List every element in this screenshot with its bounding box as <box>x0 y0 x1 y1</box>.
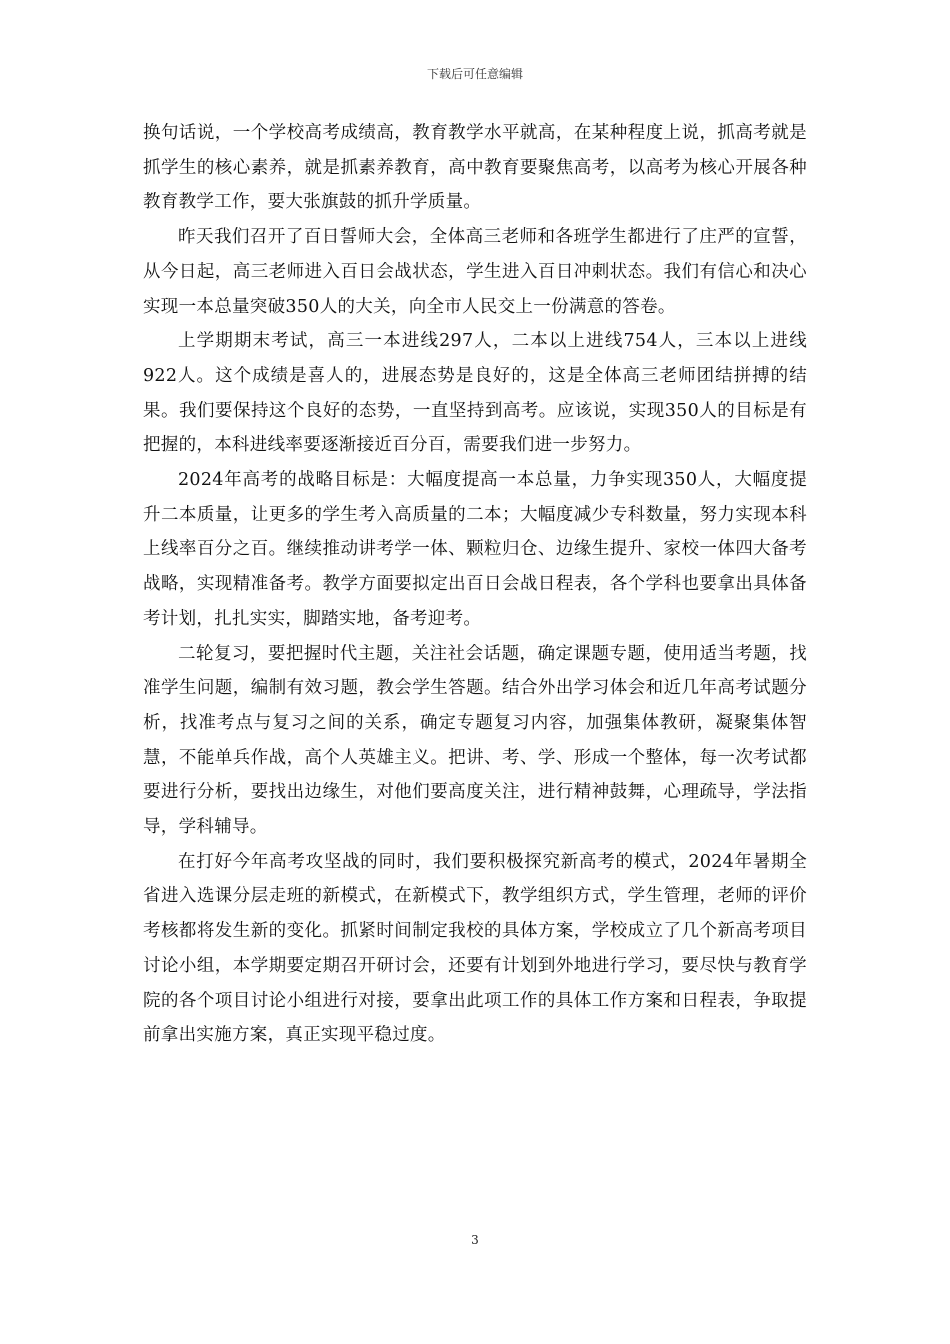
page-header-note: 下载后可任意编辑 <box>426 67 523 81</box>
paragraph-2: 昨天我们召开了百日誓师大会，全体高三老师和各班学生都进行了庄严的宣誓，从今日起，高三老师进入百日会战状态，学生进入百日冲刺状态。我们有信心和决心实现一本总量突破350人的大关，向全市人民交上一份满意的答卷。 <box>143 227 807 317</box>
paragraph-4: 2024年高考的战略目标是：大幅度提高一本总量，力争实现350人，大幅度提升二本质量，让更多的学生考入高质量的二本；大幅度减少专科数量，努力实现本科上线率百分之百。继续推动讲考学一体、颗粒归仓、边缘生提升、家校一体四大备考战略，实现精准备考。教学方面要拟定出百日会战日程表，各个学科也要拿出具体备考计划，扎扎实实，脚踏实地，备考迎考。 <box>143 470 807 629</box>
page-number: 3 <box>471 1233 479 1247</box>
paragraph-3: 上学期期末考试，高三一本进线297人，二本以上进线754人，三本以上进线922人。这个成绩是喜人的，进展态势是良好的，这是全体高三老师团结拼搏的结果。我们要保持这个良好的态势，一直坚持到高考。应该说，实现350人的目标是有把握的，本科进线率要逐渐接近百分百，需要我们进一步努力。 <box>143 331 807 456</box>
paragraph-5: 二轮复习，要把握时代主题，关注社会话题，确定课题专题，使用适当考题，找准学生问题，编制有效习题，教会学生答题。结合外出学习体会和近几年高考试题分析，找准考点与复习之间的关系，确定专题复习内容，加强集体教研，凝聚集体智慧，不能单兵作战，高个人英雄主义。把讲、考、学、形成一个整体，每一次考试都要进行分析，要找出边缘生，对他们要高度关注，进行精神鼓舞，心理疏导，学法指导，学科辅导。 <box>143 643 807 838</box>
paragraph-6: 在打好今年高考攻坚战的同时，我们要积极探究新高考的模式，2024年暑期全省进入选课分层走班的新模式，在新模式下，教学组织方式，学生管理，老师的评价考核都将发生新的变化。抓紧时间制定我校的具体方案，学校成立了几个新高考项目讨论小组，本学期要定期召开研讨会，还要有计划到外地进行学习，要尽快与教育学院的各个项目讨论小组进行对接，要拿出此项工作的具体工作方案和日程表，争取提前拿出实施方案，真正实现平稳过度。 <box>143 851 807 1046</box>
document-body <box>143 116 807 1053</box>
paragraph-1: 换句话说，一个学校高考成绩高，教育教学水平就高，在某种程度上说，抓高考就是抓学生的核心素养，就是抓素养教育，高中教育要聚焦高考，以高考为核心开展各种教育教学工作，要大张旗鼓的抓升学质量。 <box>143 123 807 213</box>
